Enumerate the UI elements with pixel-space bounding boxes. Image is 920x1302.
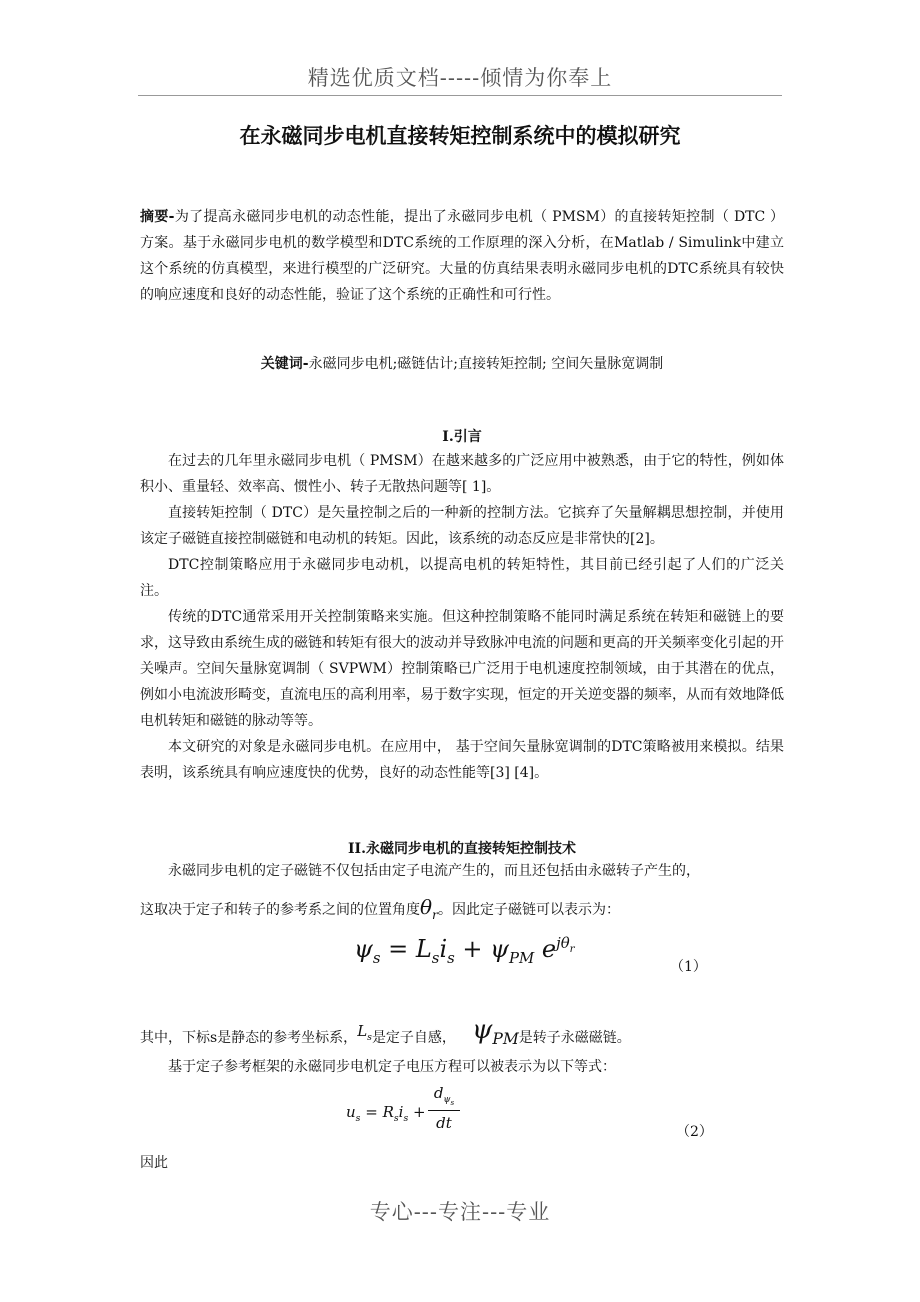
text-run: 是定子自感， — [371, 1030, 456, 1046]
page-footer: 专心---专注---专业 — [369, 1200, 551, 1224]
equation-number-2: （2） — [676, 1124, 713, 1140]
eq-psi: ψ — [490, 935, 509, 963]
paragraph: 直接转矩控制（ DTC）是矢量控制之后的一种新的控制方法。它摈弃了矢量解耦思想控制，并使用该定子磁链直接控制磁链和电动机的转矩。因此，该系统的动态反应是非常快的[2]。 — [140, 505, 784, 547]
abstract-text: 为了提高永磁同步电机的动态性能，提出了永磁同步电机（ PMSM）的直接转矩控制（ DTC ）方案。基于永磁同步电机的数学模型和DTC系统的工作原理的深入分析，在Matlab / Simulink中建立这个系统的仿真模型，来进行模型的广泛研究。大量的仿真结果表明永磁同步电机的DTC系统具有较快的响应速度和良好的动态性能，验证了这个系统的正确性和可行性。 — [140, 209, 785, 303]
paragraph-symbols — [140, 1012, 784, 1057]
eq-sub: s — [431, 948, 440, 967]
keywords-label: 关键词- — [260, 356, 309, 372]
eq-sub: s — [393, 1113, 399, 1124]
text-run: 是转子永磁磁链。 — [518, 1030, 631, 1046]
keywords — [140, 351, 784, 377]
eq-plus: + — [462, 935, 483, 963]
eq-sub: s — [447, 948, 455, 967]
eq-theta: θ — [560, 934, 570, 952]
eq-sub: r — [569, 942, 575, 955]
eq-j: j — [556, 934, 561, 952]
eq-equals: = — [388, 935, 409, 963]
equation-number-1: （1） — [670, 959, 707, 975]
Ls-symbol — [357, 1022, 372, 1043]
paragraph: 在过去的几年里永磁同步电机（ PMSM）在越来越多的广泛应用中被熟悉，由于它的特性，例如体积小、重量轻、效率高、惯性小、转子无散热问题等[ 1]。 — [140, 453, 784, 495]
section-intro-body — [140, 448, 784, 786]
eq2-fraction-bar — [428, 1110, 460, 1111]
text-run: 其中，下标s是静态的参考坐标系， — [140, 1030, 358, 1046]
abstract — [140, 204, 784, 308]
eq-sub: s — [372, 948, 381, 967]
section-heading-dtc: II.永磁同步电机的直接转矩控制技术 — [348, 841, 576, 857]
subscript: s — [367, 1032, 372, 1043]
text-run: 这取决于定子和转子的参考系之间的位置角度 — [140, 902, 420, 918]
symbol: L — [357, 1022, 368, 1040]
psi-pm-symbol — [471, 1015, 519, 1049]
eq-u: u — [346, 1103, 356, 1121]
equation-1 — [354, 934, 575, 967]
paragraph: 永磁同步电机的定子磁链不仅包括由定子电流产生的，而且还包括由永磁转子产生的， — [168, 863, 700, 879]
eq-i: i — [439, 935, 448, 963]
symbol: ψ — [471, 1015, 493, 1045]
page-header: 精选优质文档-----倾情为你奉上 — [307, 66, 613, 90]
eq-plus: + — [413, 1103, 426, 1121]
paragraph: 传统的DTC通常采用开关控制策略来实施。但这种控制策略不能同时满足系统在转矩和磁链上的要求，这导致由系统生成的磁链和转矩有很大的波动并导致脉冲电流的问题和更高的开关频率变化引起的开关噪声。空间矢量脉宽调制（ SVPWM）控制策略已广泛用于电机速度控制领域，由于其潜在的优点，例如小电流波形畸变，直流电压的高利用率，易于数字实现，恒定的开关逆变器的频率，从而有效地降低电机转矩和磁链的脉动等等。 — [140, 609, 784, 729]
eq-equals: = — [365, 1103, 378, 1121]
keywords-text: 永磁同步电机;磁链估计;直接转矩控制; 空间矢量脉宽调制 — [308, 356, 664, 372]
document-title: 在永磁同步电机直接转矩控制系统中的模拟研究 — [239, 124, 681, 148]
subscript: r — [432, 907, 438, 922]
paragraph: 本文研究的对象是永磁同步电机。在应用中， 基于空间矢量脉宽调制的DTC策略被用来模拟。结果表明，该系统具有响应速度快的优势，良好的动态性能等[3] [4]。 — [140, 739, 784, 781]
paragraph-angle — [140, 892, 784, 930]
header-divider — [138, 95, 782, 96]
abstract-label: 摘要- — [140, 209, 175, 225]
eq-sub: PM — [508, 948, 535, 967]
eq-R: R — [382, 1103, 394, 1121]
eq-d: d — [433, 1084, 444, 1102]
eq-L: L — [415, 935, 432, 963]
eq-psi: ψ — [354, 935, 373, 963]
paragraph: DTC控制策略应用于永磁同步电动机，以提高电机的转矩特性，其目前已经引起了人们的广泛关注。 — [140, 557, 784, 599]
symbol: θ — [420, 895, 433, 919]
theta-symbol — [420, 895, 438, 922]
eq2-denominator: dt — [436, 1114, 452, 1132]
eq-sub: s — [403, 1113, 409, 1124]
eq2-numerator — [430, 1084, 458, 1107]
subscript: PM — [492, 1030, 519, 1049]
eq-psi: ψ — [443, 1095, 451, 1105]
eq-e: e — [541, 935, 557, 963]
eq-sub: s — [355, 1113, 361, 1124]
paragraph: 因此 — [140, 1155, 168, 1171]
paragraph: 基于定子参考框架的永磁同步电机定子电压方程可以被表示为以下等式： — [168, 1059, 616, 1075]
eq-i: i — [398, 1103, 404, 1121]
text-run: 。因此定子磁链可以表示为： — [437, 902, 620, 918]
eq-sub: s — [450, 1097, 455, 1107]
section-heading-intro: I.引言 — [442, 429, 482, 445]
eq2-lhs — [346, 1103, 426, 1124]
